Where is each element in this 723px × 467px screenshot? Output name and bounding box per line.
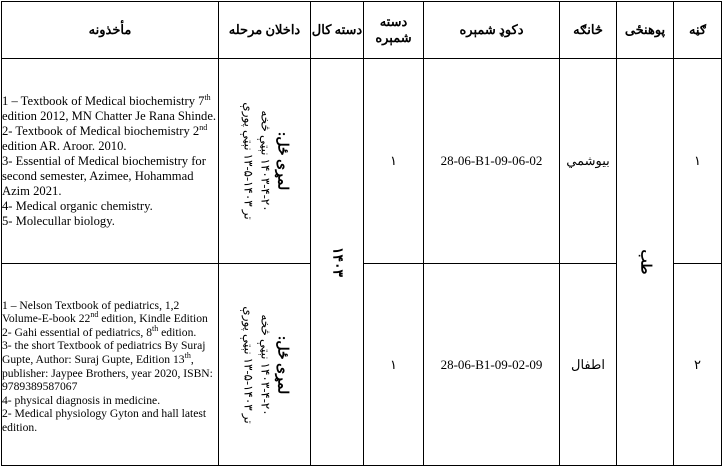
header-batch-total: دسته کال (311, 2, 364, 59)
reference-item: 1 – Nelson Textbook of pediatrics, 1,2 Volume-E-book 22nd edition, Kindle Edition (2, 298, 208, 326)
header-faculty: پوهنځی (617, 2, 674, 59)
references-cell (2, 59, 219, 264)
admission-phase-text: لمړی ځل: ۱۴۰۳-۴-۲۰ نېټې څخه تر ۱۴۰۳-۵-۱۳ نېټې پورې (241, 102, 289, 220)
admission-phase-cell (219, 59, 311, 264)
references-cell (2, 264, 219, 466)
header-batch-number: دسته شمېره (364, 2, 424, 59)
header-row (2, 2, 722, 59)
reference-item: 1 – Textbook of Medical biochemistry 7th edition 2012, MN Chatter Je Rana Shinde. (2, 92, 217, 123)
reference-item: 4- Medical organic chemistry. (2, 198, 153, 213)
reference-item: 2- Textbook of Medical biochemistry 2nd edition AR. Aroor. 2010. (2, 122, 208, 153)
batch-total-cell (311, 59, 364, 466)
faculty-value: طب (637, 249, 653, 275)
code-number-cell: 28-06-B1-09-06-02 (424, 59, 560, 264)
reference-item: 4- physical diagnosis in medicine. (2, 393, 161, 407)
header-number: ګڼه (674, 2, 722, 59)
header-section: څانګه (560, 2, 617, 59)
reference-item: 2- Gahi essential of pediatrics, 8th edition. (2, 323, 197, 339)
faculty-cell (617, 59, 674, 466)
reference-item: 3- Essential of Medical biochemistry for second semester, Azimee, Hohammad Azim 2021. (2, 153, 206, 198)
document-table (1, 1, 722, 466)
number-cell: ۱ (674, 59, 722, 264)
batch-number-cell: ۱ (364, 59, 424, 264)
header-references: مأخذونه (2, 2, 219, 59)
number-cell: ۲ (674, 264, 722, 466)
header-admission-phase: داخلان مرحله (219, 2, 311, 59)
header-code-number: دکوډ شمېره (424, 2, 560, 59)
reference-item: 5- Molecullar biology. (2, 213, 115, 228)
reference-item: 2- Medical physiology Gyton and hall latest edition. (2, 407, 207, 434)
code-number-cell: 28-06-B1-09-02-09 (424, 264, 560, 466)
batch-number-cell: ۱ (364, 264, 424, 466)
section-cell: بیوشمي (560, 59, 617, 264)
reference-item: 3- the short Textbook of pediatrics By Suraj Gupte, Author: Suraj Gupte, Edition 13th, publisher: Jaypee Brothers, year 2020, ISBN: 9789389587067 (2, 339, 213, 394)
batch-total-value: ۱۴۰۳ (329, 246, 345, 278)
section-cell: اطفال (560, 264, 617, 466)
admission-phase-text: لمړی ځل: ۱۴۰۳-۴-۲۰ نېټې څخه تر ۱۴۰۳-۵-۱۳ نېټې پورې (241, 305, 289, 424)
admission-phase-cell (219, 264, 311, 466)
table-row (2, 59, 722, 264)
